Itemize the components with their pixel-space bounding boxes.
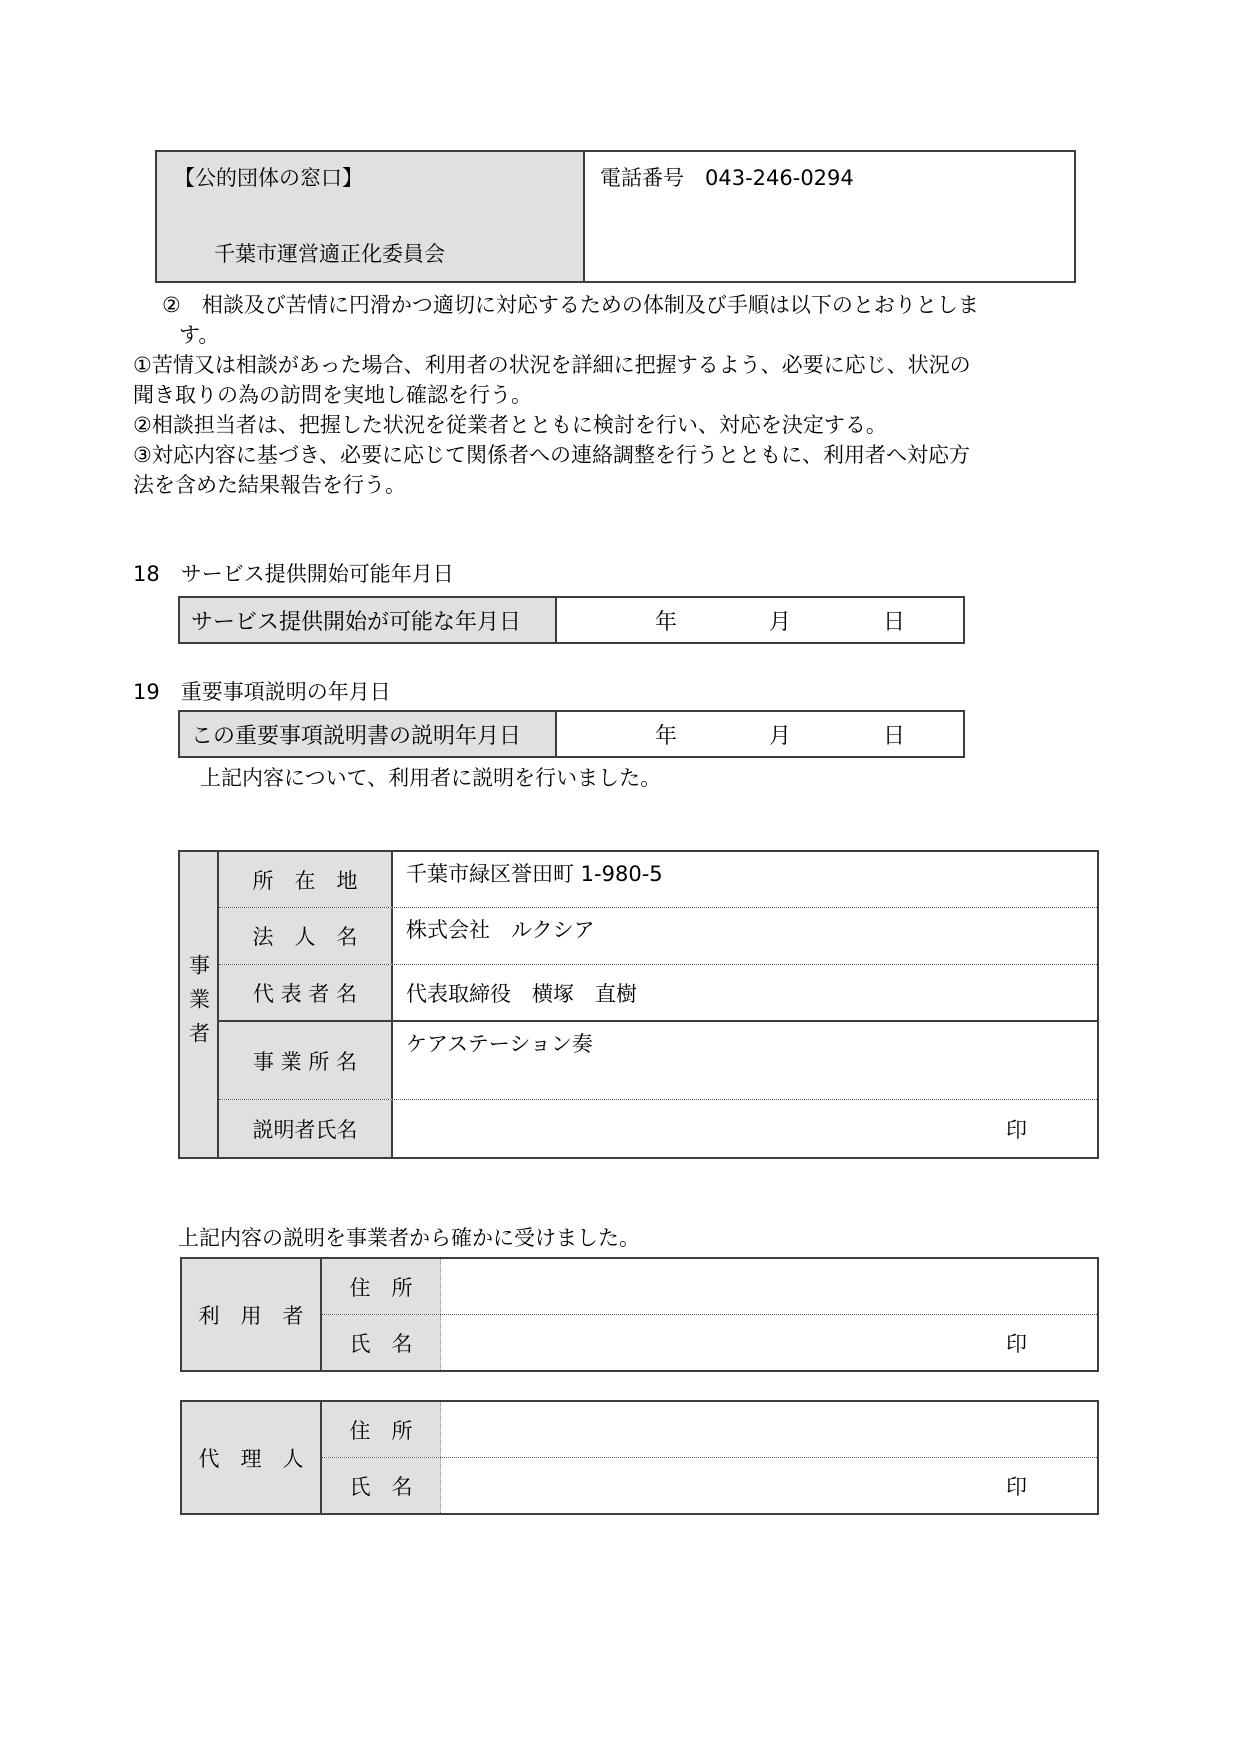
procedure-line: ② 相談及び苦情に円滑かつ適切に対応するための体制及び手順は以下のとおりとしま xyxy=(162,293,979,317)
provider-corporation-value: 株式会社 ルクシア xyxy=(406,918,595,942)
table-row xyxy=(219,852,1097,907)
day-label: 日 xyxy=(882,609,905,635)
phone-number: 電話番号 043-246-0294 xyxy=(600,166,854,190)
table-row xyxy=(322,1402,1097,1457)
user-name-label: 氏 名 xyxy=(322,1315,441,1370)
provider-table xyxy=(178,850,1099,1159)
month-label: 月 xyxy=(768,609,791,635)
agent-name-label: 氏 名 xyxy=(322,1458,441,1513)
procedure-line: ①苦情又は相談があった場合、利用者の状況を詳細に把握するよう、必要に応じ、状況の xyxy=(133,353,971,377)
month-label: 月 xyxy=(768,723,791,749)
explainer-name-label: 説明者氏名 xyxy=(219,1100,393,1157)
service-start-date-table xyxy=(178,596,965,644)
table-row xyxy=(322,1259,1097,1314)
table-row xyxy=(219,907,1097,964)
provider-group-cell xyxy=(180,852,219,1157)
table-row xyxy=(219,1099,1097,1157)
public-contact-phone-cell xyxy=(585,152,1074,281)
complaint-procedure-paragraph xyxy=(133,290,1003,500)
procedure-line: ③対応内容に基づき、必要に応じて関係者への連絡調整を行うとともに、利用者へ対応方 xyxy=(133,443,970,467)
agent-group-label: 代 理 人 xyxy=(182,1402,322,1513)
section-19-heading: 19 重要事項説明の年月日 xyxy=(133,680,391,704)
procedure-line: 法を含めた結果報告を行う。 xyxy=(133,473,406,497)
year-label: 年 xyxy=(655,723,678,749)
public-contact-table xyxy=(155,150,1076,283)
stamp-mark: 印 xyxy=(1006,1117,1027,1142)
provider-office-label: 事 業 所 名 xyxy=(219,1022,393,1099)
procedure-line: す。 xyxy=(179,323,220,347)
provider-rows xyxy=(219,852,1097,1157)
receipt-note: 上記内容の説明を事業者から確かに受けました。 xyxy=(178,1226,640,1250)
provider-address-label: 所 在 地 xyxy=(219,852,393,907)
agent-address-label: 住 所 xyxy=(322,1402,441,1457)
table-row xyxy=(219,964,1097,1020)
user-address-value xyxy=(441,1259,1097,1314)
stamp-mark: 印 xyxy=(1006,1331,1027,1356)
agent-rows xyxy=(322,1402,1097,1513)
table-row xyxy=(322,1457,1097,1513)
section-18-heading: 18 サービス提供開始可能年月日 xyxy=(133,562,454,586)
explanation-date-value-cell xyxy=(557,712,963,756)
user-name-value xyxy=(441,1315,1097,1370)
provider-corporation-label: 法 人 名 xyxy=(219,908,393,964)
agent-name-value xyxy=(441,1458,1097,1513)
public-contact-title: 【公的団体の窓口】 xyxy=(174,166,363,190)
agent-address-value xyxy=(441,1402,1097,1457)
provider-representative-label: 代 表 者 名 xyxy=(219,965,393,1020)
public-contact-window-cell xyxy=(157,152,585,281)
user-address-label: 住 所 xyxy=(322,1259,441,1314)
provider-address-value: 千葉市緑区誉田町 1-980-5 xyxy=(406,862,663,886)
provider-group-label: 事業者 xyxy=(186,953,211,1056)
explainer-name-value xyxy=(393,1100,1097,1157)
public-contact-organization: 千葉市運営適正化委員会 xyxy=(214,242,446,266)
user-group-label: 利 用 者 xyxy=(182,1259,322,1370)
provider-office-value: ケアステーション奏 xyxy=(406,1032,593,1056)
user-signature-table xyxy=(180,1257,1099,1372)
service-start-date-label: サービス提供開始が可能な年月日 xyxy=(180,598,557,642)
procedure-line: 聞き取りの為の訪問を実地し確認を行う。 xyxy=(133,383,532,407)
provider-representative-value: 代表取締役 横塚 直樹 xyxy=(406,981,637,1006)
stamp-mark: 印 xyxy=(1006,1474,1027,1499)
agent-signature-table xyxy=(180,1400,1099,1515)
year-label: 年 xyxy=(655,609,678,635)
service-start-date-value-cell xyxy=(557,598,963,642)
explanation-date-table xyxy=(178,710,965,758)
table-row xyxy=(219,1020,1097,1099)
day-label: 日 xyxy=(882,723,905,749)
table-row xyxy=(322,1314,1097,1370)
user-rows xyxy=(322,1259,1097,1370)
explanation-date-label: この重要事項説明書の説明年月日 xyxy=(180,712,557,756)
explanation-note: 上記内容について、利用者に説明を行いました。 xyxy=(200,766,662,790)
procedure-line: ②相談担当者は、把握した状況を従業者とともに検討を行い、対応を決定する。 xyxy=(133,413,887,437)
